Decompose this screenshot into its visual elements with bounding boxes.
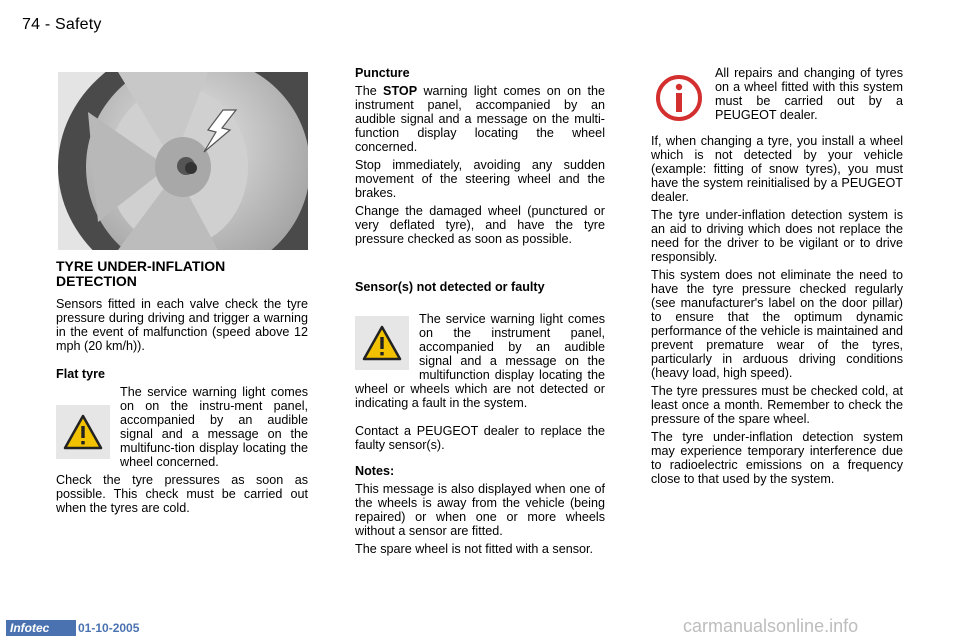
stop-label: STOP — [383, 84, 418, 98]
column-left — [56, 259, 308, 519]
column-right — [651, 66, 903, 490]
warning-triangle-icon — [355, 316, 409, 370]
interference-paragraph: The tyre under-inflation detection system may experience temporary interference due to radioelectric emissions on a frequency close to that used by the system. — [651, 430, 903, 486]
header-separator: - — [44, 16, 51, 33]
pressure-check-paragraph: This system does not eliminate the need to have the tyre pressure checked regularly (see manufacturer's label on the door pillar) to ensure that the optimum dynamic performance of the vehicle is maintained and prevent premature wear of the tyres, particularly in arduous driving conditions (heavy load, high speed). — [651, 268, 903, 380]
change-paragraph: Change the damaged wheel (punctured or very deflated tyre), and have the tyre pressure checked as soon as possible. — [355, 204, 605, 246]
flat-tyre-block — [56, 385, 308, 469]
info-circle-icon — [651, 70, 707, 126]
reinitialise-paragraph: If, when changing a tyre, you install a wheel which is not detected by your vehicle (example: fitting of snow tyres), you must have the system reinitialised by a PEUGEOT dealer. — [651, 134, 903, 204]
puncture-pre: The — [355, 84, 384, 98]
section-title: Safety — [55, 16, 102, 33]
sensor-heading: Sensor(s) not detected or faulty — [355, 280, 545, 294]
warning-triangle-icon — [56, 405, 110, 459]
wheel-valve-illustration — [58, 72, 308, 250]
info-block — [651, 66, 903, 122]
sensor-paragraph: The service warning light comes on the instrument panel, accompanied by an audible signal and a message on the multifunction display locating the wheel or wheels which are not detected or indicating a fault in the system. — [355, 312, 605, 410]
aid-paragraph: The tyre under-inflation detection system is an aid to driving which does not replace the need for the driver to be vigilant or to drive responsibly. — [651, 208, 903, 264]
flat-tyre-heading: Flat tyre — [56, 367, 105, 381]
notes-heading: Notes: — [355, 464, 395, 478]
puncture-post: warning light comes on on the instrument panel, accompanied by an audible signal and a message on the multi-function display locating the wheel concerned. — [355, 84, 605, 154]
contact-paragraph: Contact a PEUGEOT dealer to replace the faulty sensor(s). — [355, 424, 605, 452]
puncture-paragraph — [355, 84, 605, 154]
watermark-url: carmanualsonline.info — [683, 616, 859, 636]
sensor-block — [355, 312, 605, 410]
column-middle — [355, 66, 605, 560]
page-header — [22, 16, 102, 34]
flat-tyre-check: Check the tyre pressures as soon as possible. This check must be carried out when the tyres are cold. — [56, 473, 308, 515]
notes-paragraph-1: This message is also displayed when one of the wheels is away from the vehicle (being repaired) or when one or more wheels without a sensor are fitted. — [355, 482, 605, 538]
section-heading: TYRE UNDER-INFLATION DETECTION — [56, 258, 226, 289]
puncture-heading: Puncture — [355, 66, 410, 80]
notes-paragraph-2: The spare wheel is not fitted with a sensor. — [355, 542, 594, 556]
footer-date: 01-10-2005 — [78, 621, 140, 635]
stop-paragraph: Stop immediately, avoiding any sudden movement of the steering wheel and the brakes. — [355, 158, 605, 200]
cold-check-paragraph: The tyre pressures must be checked cold, at least once a month. Remember to check the pressure of the spare wheel. — [651, 384, 903, 426]
flat-tyre-text: The service warning light comes on on the instru-ment panel, accompanied by an audible signal and a message on the multifunc-tion display locating the wheel concerned. — [120, 385, 308, 469]
intro-paragraph: Sensors fitted in each valve check the tyre pressure during driving and trigger a warning in the event of malfunction (speed above 12 mph (20 km/h)). — [56, 297, 308, 353]
infotec-logo: Infotec — [6, 620, 76, 636]
info-paragraph: All repairs and changing of tyres on a wheel fitted with this system must be carried out by a PEUGEOT dealer. — [715, 66, 903, 122]
page-number: 74 — [22, 16, 41, 33]
